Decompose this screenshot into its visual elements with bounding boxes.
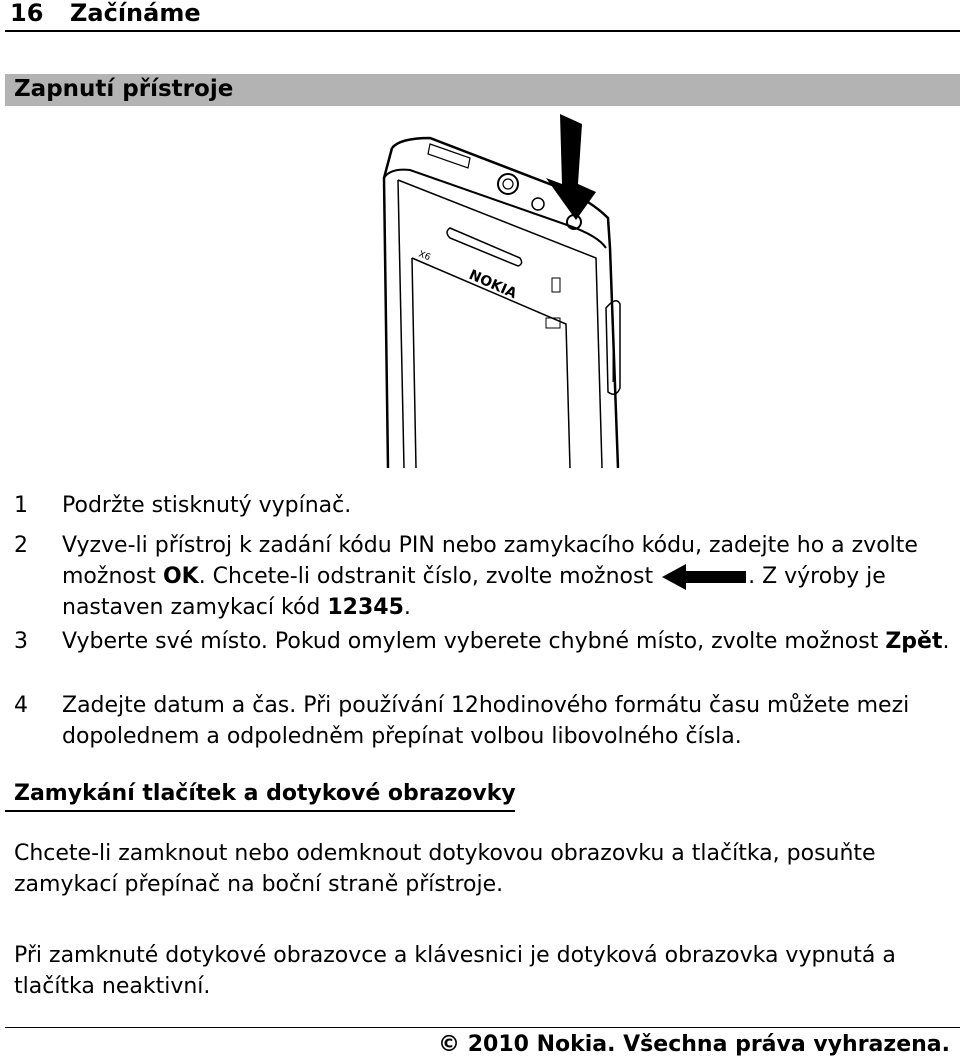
step-text: Podržte stisknutý vypínač. [62, 493, 352, 518]
paragraph-locked-state: Při zamknuté dotykové obrazovce a klávesnici je dotyková obrazovka vypnutá a tlačítka neaktivní. [14, 943, 896, 999]
back-option: Zpět [885, 629, 943, 654]
step-number: 4 [14, 693, 28, 718]
step-text: Vyzve-li přístroj k zadání kódu PIN nebo zamykacího kódu, zadejte ho a zvolte možnost OK. Chcete-li odstranit číslo, zvolte možnost . Z výroby je nastaven zamykací kód 12345. [62, 533, 918, 620]
footer-rule [5, 1027, 960, 1028]
step-number: 2 [14, 533, 28, 558]
step-number: 3 [14, 629, 28, 654]
step-text: Vyberte své místo. Pokud omylem vyberete chybné místo, zvolte možnost Zpět. [62, 629, 950, 654]
phone-illustration [370, 108, 650, 468]
section-title: Zapnutí přístroje [14, 76, 234, 102]
earpiece [447, 228, 522, 266]
page-number: 16 [10, 0, 44, 27]
paragraph-lock: Chcete-li zamknout nebo odemknout dotykovou obrazovku a tlačítka, posuňte zamykací přepínač na boční straně přístroje. [14, 841, 876, 897]
press-arrow-icon [546, 114, 596, 220]
subsection-title: Zamykání tlačítek a dotykové obrazovky [14, 781, 516, 806]
phone-brand: NOKIA [466, 267, 520, 303]
step-text: Zadejte datum a čas. Při používání 12hodinového formátu času můžete mezi dopolednem a odpoledněm přepínat volbou libovolného čísla. [62, 693, 910, 749]
default-lock-code: 12345 [327, 595, 404, 620]
headphone-jack [498, 174, 518, 194]
copyright-footer: © 2010 Nokia. Všechna práva vyhrazena. [438, 1032, 950, 1057]
header-rule [5, 30, 960, 32]
ok-option: OK [162, 564, 199, 589]
chapter-title: Začínáme [70, 0, 201, 27]
step-number: 1 [14, 493, 28, 518]
backspace-arrow-icon [662, 564, 746, 590]
phone-model: X6 [416, 249, 432, 264]
page-header [10, 0, 950, 28]
subsection-rule [5, 810, 515, 812]
